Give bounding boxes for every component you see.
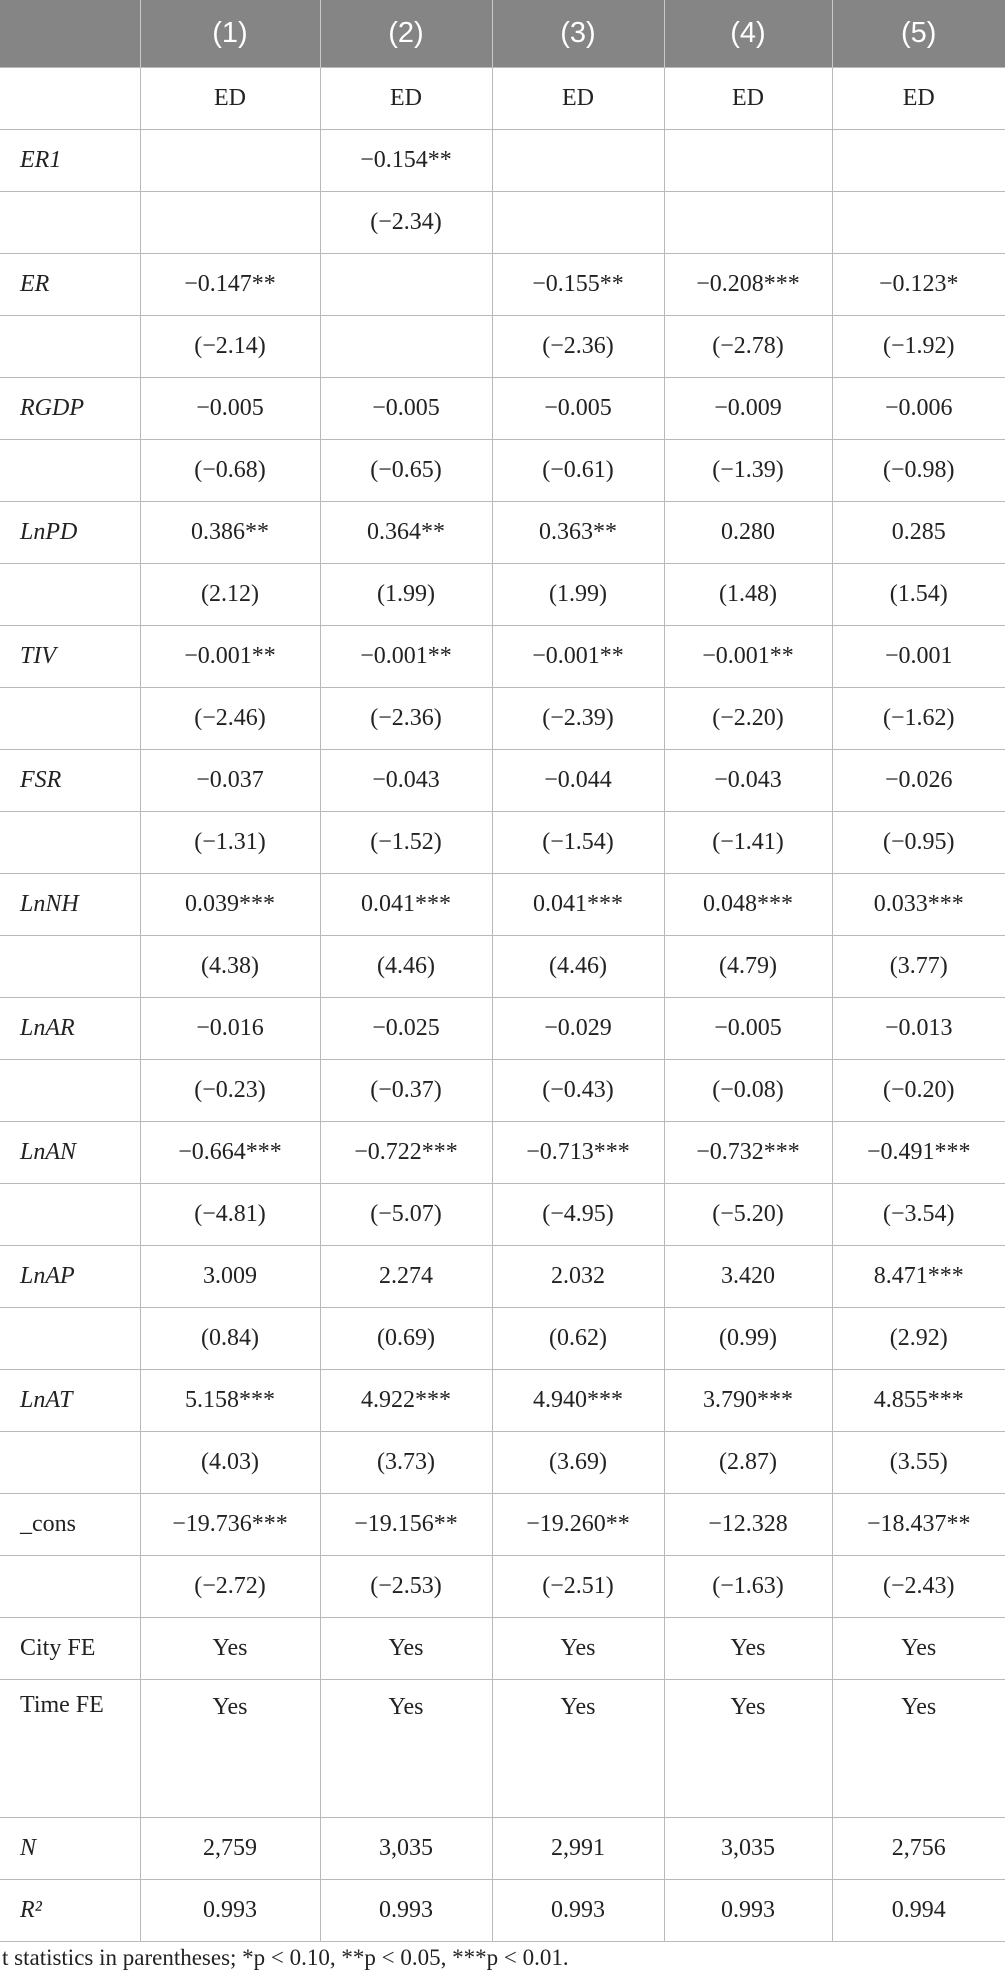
table-cell: −0.026 xyxy=(832,750,1005,812)
table-cell: (0.84) xyxy=(140,1308,320,1370)
table-cell: 0.993 xyxy=(492,1880,664,1942)
table-row xyxy=(0,68,1005,130)
table-cell: Yes xyxy=(140,1680,320,1818)
row-label xyxy=(0,812,140,874)
table-cell: 2,991 xyxy=(492,1818,664,1880)
row-label xyxy=(0,1308,140,1370)
table-cell: 3,035 xyxy=(320,1818,492,1880)
table-cell: (3.77) xyxy=(832,936,1005,998)
table-cell xyxy=(832,130,1005,192)
table-cell: −0.713*** xyxy=(492,1122,664,1184)
table-cell: (−3.54) xyxy=(832,1184,1005,1246)
table-cell: (−0.43) xyxy=(492,1060,664,1122)
table-row xyxy=(0,1618,1005,1680)
table-cell: −0.005 xyxy=(492,378,664,440)
table-cell: −19.156** xyxy=(320,1494,492,1556)
table-cell: Yes xyxy=(832,1618,1005,1680)
table-cell xyxy=(664,192,832,254)
table-cell: −0.001** xyxy=(320,626,492,688)
table-cell: (3.55) xyxy=(832,1432,1005,1494)
table-row xyxy=(0,564,1005,626)
table-cell: ED xyxy=(492,68,664,130)
row-label: LnAR xyxy=(0,998,140,1060)
row-label xyxy=(0,440,140,502)
table-cell: 0.994 xyxy=(832,1880,1005,1942)
table-cell xyxy=(664,130,832,192)
table-cell: (3.69) xyxy=(492,1432,664,1494)
table-cell: (−5.20) xyxy=(664,1184,832,1246)
table-cell: (−0.61) xyxy=(492,440,664,502)
table-cell: 0.364** xyxy=(320,502,492,564)
table-cell: (−0.37) xyxy=(320,1060,492,1122)
row-label: ER1 xyxy=(0,130,140,192)
table-row xyxy=(0,688,1005,750)
table-cell: (−2.34) xyxy=(320,192,492,254)
table-cell: 3.420 xyxy=(664,1246,832,1308)
table-cell: (−0.95) xyxy=(832,812,1005,874)
table-cell: Yes xyxy=(492,1618,664,1680)
row-label: LnAT xyxy=(0,1370,140,1432)
table-cell: (4.79) xyxy=(664,936,832,998)
row-label: TIV xyxy=(0,626,140,688)
table-cell: Yes xyxy=(832,1680,1005,1818)
header-cell-4: (4) xyxy=(664,0,832,68)
table-cell: (4.38) xyxy=(140,936,320,998)
table-cell: (−2.46) xyxy=(140,688,320,750)
table-cell: (4.46) xyxy=(320,936,492,998)
table-cell: (−4.95) xyxy=(492,1184,664,1246)
table-cell: (1.99) xyxy=(320,564,492,626)
table-cell: (−2.14) xyxy=(140,316,320,378)
table-cell: (−4.81) xyxy=(140,1184,320,1246)
table-cell: (−1.31) xyxy=(140,812,320,874)
table-row xyxy=(0,1880,1005,1942)
table-row xyxy=(0,1122,1005,1184)
table-cell: (−2.51) xyxy=(492,1556,664,1618)
row-label: ER xyxy=(0,254,140,316)
table-cell: 2,756 xyxy=(832,1818,1005,1880)
header-cell-1: (1) xyxy=(140,0,320,68)
header-row xyxy=(0,0,1005,68)
table-cell: (−1.41) xyxy=(664,812,832,874)
header-cell-2: (2) xyxy=(320,0,492,68)
table-cell: 2.032 xyxy=(492,1246,664,1308)
table-cell: (−2.78) xyxy=(664,316,832,378)
table-cell: −0.001** xyxy=(140,626,320,688)
table-cell: Yes xyxy=(664,1618,832,1680)
table-row xyxy=(0,1184,1005,1246)
table-row xyxy=(0,1308,1005,1370)
row-label xyxy=(0,1184,140,1246)
table-cell: −0.208*** xyxy=(664,254,832,316)
table-cell: (−2.72) xyxy=(140,1556,320,1618)
table-cell: 0.993 xyxy=(664,1880,832,1942)
table-row xyxy=(0,998,1005,1060)
table-cell: (−1.39) xyxy=(664,440,832,502)
table-cell: −0.005 xyxy=(320,378,492,440)
table-cell: −12.328 xyxy=(664,1494,832,1556)
table-cell: 0.048*** xyxy=(664,874,832,936)
table-cell: −19.736*** xyxy=(140,1494,320,1556)
table-cell: −0.043 xyxy=(320,750,492,812)
row-label: City FE xyxy=(0,1618,140,1680)
table-cell: 4.940*** xyxy=(492,1370,664,1432)
table-cell: (1.99) xyxy=(492,564,664,626)
table-cell: ED xyxy=(832,68,1005,130)
table-row xyxy=(0,1680,1005,1818)
table-cell: 3.790*** xyxy=(664,1370,832,1432)
table-cell: −0.001 xyxy=(832,626,1005,688)
table-row xyxy=(0,1432,1005,1494)
row-label xyxy=(0,936,140,998)
table-row xyxy=(0,626,1005,688)
table-cell: −0.155** xyxy=(492,254,664,316)
header-cell-3: (3) xyxy=(492,0,664,68)
table-row xyxy=(0,254,1005,316)
table-note: t statistics in parentheses; *p < 0.10, **p < 0.05, ***p < 0.01. xyxy=(2,1945,569,1970)
row-label xyxy=(0,1556,140,1618)
table-cell: (−2.39) xyxy=(492,688,664,750)
table-cell: 3,035 xyxy=(664,1818,832,1880)
table-cell xyxy=(320,254,492,316)
table-cell: (−2.43) xyxy=(832,1556,1005,1618)
table-cell: 0.386** xyxy=(140,502,320,564)
table-cell: −0.491*** xyxy=(832,1122,1005,1184)
header-cell-5: (5) xyxy=(832,0,1005,68)
table-cell: −0.005 xyxy=(140,378,320,440)
table-cell: −19.260** xyxy=(492,1494,664,1556)
row-label: _cons xyxy=(0,1494,140,1556)
table-cell xyxy=(140,192,320,254)
table-cell: (−0.98) xyxy=(832,440,1005,502)
row-label xyxy=(0,564,140,626)
row-label: LnAN xyxy=(0,1122,140,1184)
table-row xyxy=(0,812,1005,874)
row-label xyxy=(0,192,140,254)
table-cell xyxy=(320,316,492,378)
table-cell: (0.99) xyxy=(664,1308,832,1370)
table-cell: −0.009 xyxy=(664,378,832,440)
table-cell: −0.005 xyxy=(664,998,832,1060)
table-row xyxy=(0,750,1005,812)
table-cell: (0.62) xyxy=(492,1308,664,1370)
table-cell: 0.993 xyxy=(320,1880,492,1942)
table-cell: 8.471*** xyxy=(832,1246,1005,1308)
table-cell: −18.437** xyxy=(832,1494,1005,1556)
table-cell: 0.041*** xyxy=(492,874,664,936)
table-cell: 2,759 xyxy=(140,1818,320,1880)
table-cell: (2.12) xyxy=(140,564,320,626)
table-cell: (−0.23) xyxy=(140,1060,320,1122)
table-cell: (4.03) xyxy=(140,1432,320,1494)
table-row xyxy=(0,378,1005,440)
table-cell: −0.006 xyxy=(832,378,1005,440)
table-cell: (−1.63) xyxy=(664,1556,832,1618)
table-cell: (−0.68) xyxy=(140,440,320,502)
table-row xyxy=(0,1370,1005,1432)
table-cell: −0.037 xyxy=(140,750,320,812)
table-cell: 0.285 xyxy=(832,502,1005,564)
table-cell: −0.043 xyxy=(664,750,832,812)
table-cell xyxy=(140,130,320,192)
table-cell: 0.993 xyxy=(140,1880,320,1942)
row-label: FSR xyxy=(0,750,140,812)
table-cell: (−1.62) xyxy=(832,688,1005,750)
row-label: RGDP xyxy=(0,378,140,440)
table-row xyxy=(0,316,1005,378)
table-cell: 4.855*** xyxy=(832,1370,1005,1432)
table-cell: (0.69) xyxy=(320,1308,492,1370)
table-cell: (2.87) xyxy=(664,1432,832,1494)
table-cell: Yes xyxy=(664,1680,832,1818)
table-cell: 0.280 xyxy=(664,502,832,564)
table-cell: (−2.53) xyxy=(320,1556,492,1618)
table-cell: −0.016 xyxy=(140,998,320,1060)
table-cell: ED xyxy=(320,68,492,130)
row-label xyxy=(0,68,140,130)
table-cell: (2.92) xyxy=(832,1308,1005,1370)
table-row xyxy=(0,192,1005,254)
table-cell: 0.363** xyxy=(492,502,664,564)
table-row xyxy=(0,874,1005,936)
table-cell: (3.73) xyxy=(320,1432,492,1494)
row-label xyxy=(0,688,140,750)
table-cell: 4.922*** xyxy=(320,1370,492,1432)
table-cell: Yes xyxy=(492,1680,664,1818)
table-row xyxy=(0,502,1005,564)
table-cell: (−2.36) xyxy=(320,688,492,750)
table-cell: −0.154** xyxy=(320,130,492,192)
row-label: Time FE xyxy=(0,1680,140,1818)
table-cell: ED xyxy=(140,68,320,130)
table-cell: (−5.07) xyxy=(320,1184,492,1246)
table-cell: −0.029 xyxy=(492,998,664,1060)
table-cell: −0.123* xyxy=(832,254,1005,316)
table-cell: (−0.08) xyxy=(664,1060,832,1122)
table-cell xyxy=(492,192,664,254)
table-cell: −0.025 xyxy=(320,998,492,1060)
table-cell: Yes xyxy=(140,1618,320,1680)
table-cell xyxy=(492,130,664,192)
table-cell: (−0.20) xyxy=(832,1060,1005,1122)
table-row xyxy=(0,936,1005,998)
table-cell: −0.001** xyxy=(664,626,832,688)
table-row xyxy=(0,1818,1005,1880)
table-cell: Yes xyxy=(320,1618,492,1680)
table-cell: −0.732*** xyxy=(664,1122,832,1184)
header-cell-0 xyxy=(0,0,140,68)
row-label: R² xyxy=(0,1880,140,1942)
table-cell: 2.274 xyxy=(320,1246,492,1308)
table-row xyxy=(0,1246,1005,1308)
table-cell: (4.46) xyxy=(492,936,664,998)
table-row xyxy=(0,1494,1005,1556)
table-cell: −0.722*** xyxy=(320,1122,492,1184)
table-cell: (−2.20) xyxy=(664,688,832,750)
table-cell: (−2.36) xyxy=(492,316,664,378)
table-cell: −0.664*** xyxy=(140,1122,320,1184)
table-cell: (1.54) xyxy=(832,564,1005,626)
table-row xyxy=(0,440,1005,502)
table-cell: (−1.54) xyxy=(492,812,664,874)
table-cell: −0.147** xyxy=(140,254,320,316)
table-cell: −0.001** xyxy=(492,626,664,688)
table-cell: 3.009 xyxy=(140,1246,320,1308)
row-label xyxy=(0,316,140,378)
table-cell: 0.039*** xyxy=(140,874,320,936)
table-cell: (−1.52) xyxy=(320,812,492,874)
table-cell: 0.041*** xyxy=(320,874,492,936)
table-cell xyxy=(832,192,1005,254)
table-row xyxy=(0,1060,1005,1122)
table-cell: −0.013 xyxy=(832,998,1005,1060)
table-cell: ED xyxy=(664,68,832,130)
table-row xyxy=(0,130,1005,192)
row-label: N xyxy=(0,1818,140,1880)
table-cell: 5.158*** xyxy=(140,1370,320,1432)
table-cell: 0.033*** xyxy=(832,874,1005,936)
table-row xyxy=(0,1556,1005,1618)
row-label: LnPD xyxy=(0,502,140,564)
table-cell: Yes xyxy=(320,1680,492,1818)
row-label: LnNH xyxy=(0,874,140,936)
table-body xyxy=(0,68,1005,1942)
table-cell: (1.48) xyxy=(664,564,832,626)
table-cell: (−1.92) xyxy=(832,316,1005,378)
table-cell: −0.044 xyxy=(492,750,664,812)
row-label xyxy=(0,1432,140,1494)
row-label xyxy=(0,1060,140,1122)
table-cell: (−0.65) xyxy=(320,440,492,502)
row-label: LnAP xyxy=(0,1246,140,1308)
